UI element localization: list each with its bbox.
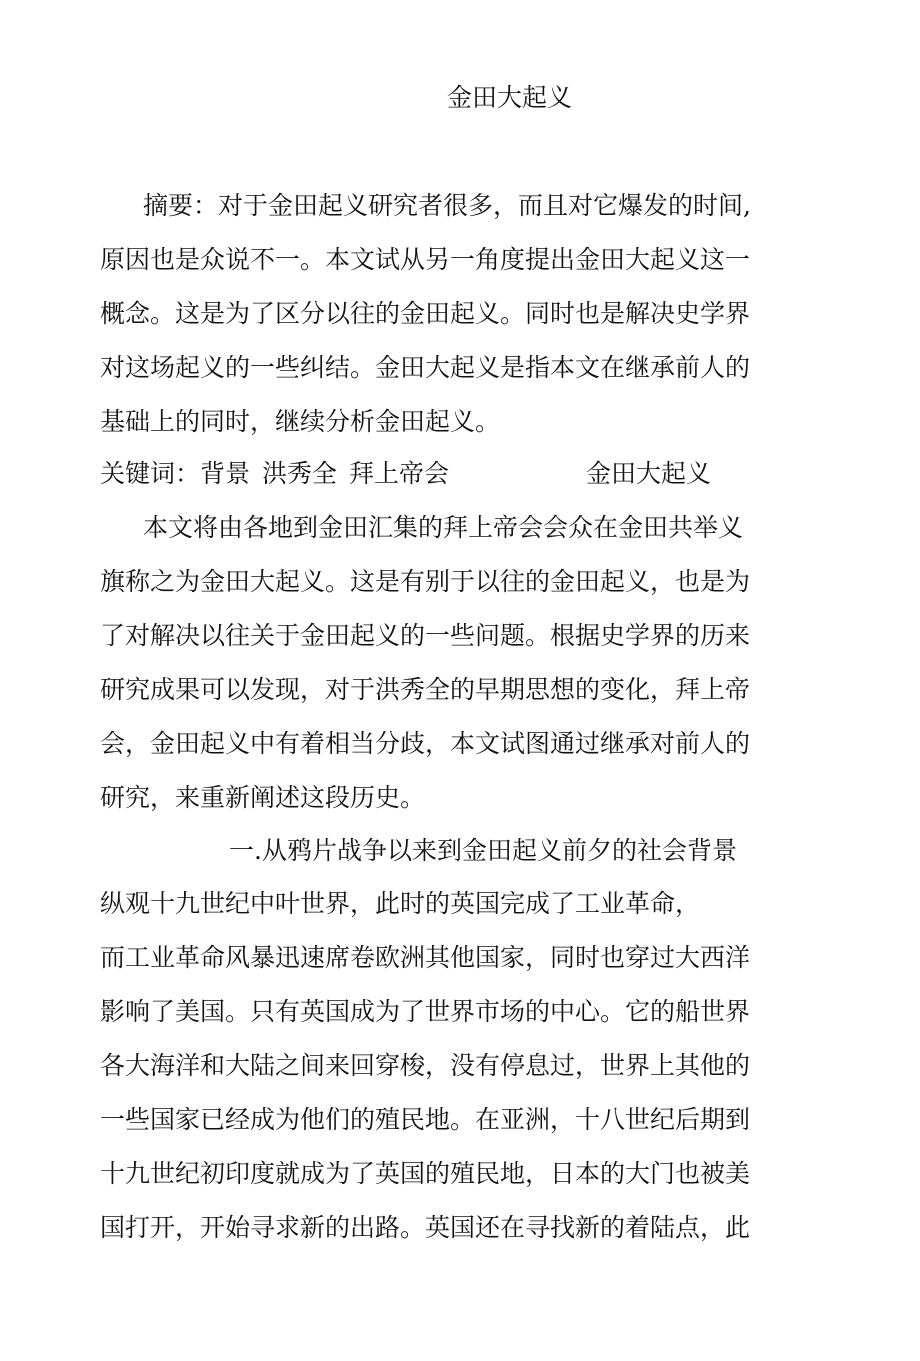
intro-line: 会，金田起义中有着相当分歧，本文试图通过继承对前人的	[100, 729, 751, 758]
abstract-line: 对这场起义的一些纠结。金田大起义是指本文在继承前人的	[100, 353, 751, 382]
abstract-line: 原因也是众说不一。本文试从另一角度提出金田大起义这一	[100, 245, 751, 274]
intro-line: 旗称之为金田大起义。这是有别于以往的金田起义，也是为	[100, 567, 751, 596]
section-line: 国打开，开始寻求新的出路。英国还在寻找新的着陆点，此	[100, 1213, 751, 1242]
keyword-term: 拜上帝会	[349, 459, 450, 488]
abstract-line: 概念。这是为了区分以往的金田起义。同时也是解决史学界	[100, 299, 751, 328]
section-line: 纵观十九世纪中叶世界，此时的英国完成了工业革命，	[100, 889, 701, 918]
abstract-line: 基础上的同时，继续分析金田起义。	[100, 407, 501, 436]
section-line: 影响了美国。只有英国成为了世界市场的中心。它的船世界	[100, 997, 751, 1026]
section-line: 十九世纪初印度就成为了英国的殖民地，日本的大门也被美	[100, 1159, 751, 1188]
abstract-line: 摘要：对于金田起义研究者很多，而且对它爆发的时间,	[143, 191, 751, 220]
document-title: 金田大起义	[447, 83, 573, 112]
keywords-label: 关键词：	[100, 459, 201, 488]
section-line: 一些国家已经成为他们的殖民地。在亚洲，十八世纪后期到	[100, 1105, 751, 1134]
intro-line: 研究，来重新阐述这段历史。	[100, 783, 426, 812]
intro-line: 了对解决以往关于金田起义的一些问题。根据史学界的历来	[100, 621, 751, 650]
section-heading: 一.从鸦片战争以来到金田起义前夕的社会背景	[229, 836, 737, 865]
intro-line: 研究成果可以发现，对于洪秀全的早期思想的变化，拜上帝	[100, 675, 751, 704]
section-line: 各大海洋和大陆之间来回穿梭，没有停息过，世界上其他的	[100, 1051, 751, 1080]
section-line: 而工业革命风暴迅速席卷欧洲其他国家，同时也穿过大西洋	[100, 943, 751, 972]
keyword-term: 金田大起义	[586, 459, 712, 488]
keyword-term: 背景	[200, 459, 251, 488]
intro-line: 本文将由各地到金田汇集的拜上帝会会众在金田共举义	[143, 513, 744, 542]
keyword-term: 洪秀全	[262, 459, 338, 488]
